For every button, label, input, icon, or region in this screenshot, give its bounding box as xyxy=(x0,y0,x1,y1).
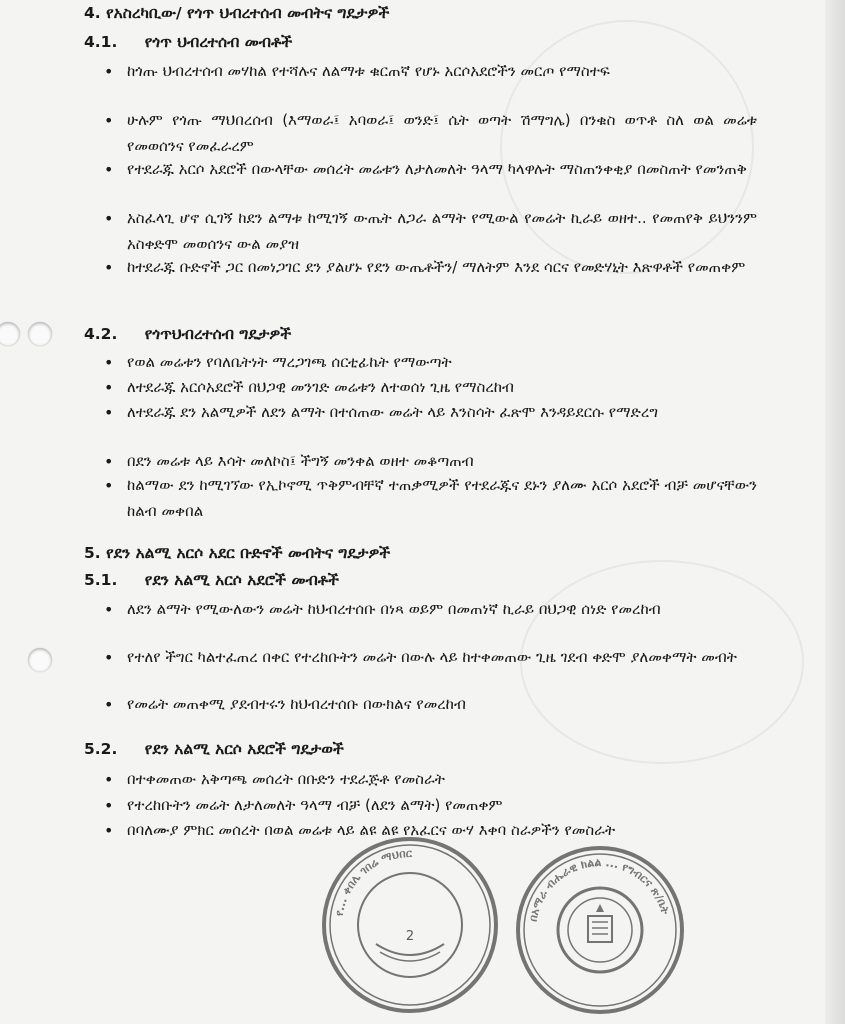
binder-hole-top-right xyxy=(28,322,52,346)
list-item: ለተደራጁ ደን አልሚዎች ለደን ልማት በተሰጠው መሬት ላይ እንስሳት ፈጽሞ እንዳይደርሱ የማድረግ xyxy=(127,403,659,421)
list-item: አስፈላጊ ሆኖ ሲገኝ ከደን ልማቱ ከሚገኝ ውጤት ለጋራ ልማት የሚውል የመሬት ኪራይ ወዘተ.. የመጠየቅ ይህንንም አስቀድሞ መወሰንና ውል መያዝ xyxy=(127,209,757,253)
binder-hole-lower xyxy=(28,648,52,672)
bullet-icon: • xyxy=(104,378,114,397)
list-item: የተረከቡትን መሬት ለታለመለት ዓላማ ብቻ (ለደን ልማት) የመጠቀም xyxy=(127,796,503,814)
seal-text: የ... ቀበሌ ገበሬ ማህበር xyxy=(332,846,413,917)
subsection-title: የጎጥህብረተሰብ ግዴታዎች xyxy=(144,325,292,343)
list-item: ከተደራጁ ቡድኖች ጋር በመነጋገር ደን ያልሆኑ የደን ውጤቶችን/ ማለትም እንደ ሳርና የመድሃኒት እጽዋቶች የመጠቀም xyxy=(127,258,746,276)
list-item: የወል መሬቱን የባለቤትነት ማረጋገጫ ሰርቲፊኬት የማውጣት xyxy=(127,353,452,371)
bullet-icon: • xyxy=(104,648,114,667)
bullet-icon: • xyxy=(104,403,114,422)
list-item: በባለሙያ ምክር መሰረት በወል መሬቱ ላይ ልዩ ልዩ የአፈርና ውሃ እቀባ ስራዎችን የመስራት xyxy=(127,821,616,839)
list-item: ሁሉም የጎጡ ማህበረሰብ (እማወራ፤ አባወራ፤ ወንድ፤ ሴት ወጣት ሽማግሌ) በንቁስ ወጥቶ ስለ ወል መሬቱ የመወሰንና የመፈራረም xyxy=(127,111,757,155)
bullet-icon: • xyxy=(104,160,114,179)
svg-text:የ... ቀበሌ ገበሬ ማህበር xyxy=(333,847,413,917)
subsection-heading xyxy=(84,325,291,344)
official-seal-right xyxy=(508,842,692,1018)
list-item: በደን መሬቱ ላይ እሳት መለኮስ፤ ችግኝ መንቀል ወዘተ መቆጣጠብ xyxy=(127,452,474,470)
section-heading: 5. የደን አልሚ አርሶ አደር ቡድኖች መብትና ግዴታዎች xyxy=(84,544,391,562)
subsection-heading xyxy=(84,571,339,590)
subsection-heading xyxy=(84,33,292,52)
bullet-icon: • xyxy=(104,695,114,714)
binder-hole-top-left xyxy=(0,322,20,346)
list-item: የመሬት መጠቀሚ ያደብተሩን ከህብረተሰቡ በውክልና የመረከብ xyxy=(127,695,466,713)
subsection-title: የጎጥ ህብረተሰብ መብቶች xyxy=(144,33,293,51)
bullet-icon: • xyxy=(104,258,114,277)
bullet-icon: • xyxy=(104,476,114,495)
subsection-title: የደን አልሚ አርሶ አደሮች ግዴታወች xyxy=(144,740,344,758)
official-seal-left xyxy=(318,832,502,1018)
list-item: ለተደራጁ አርሶአደሮች በህጋዊ መንገድ መሬቱን ለተወሰነ ጊዜ የማስረከብ xyxy=(127,378,514,396)
page-edge xyxy=(825,0,845,1024)
subsection-number: 5.2. xyxy=(84,740,118,758)
subsection-number: 4.2. xyxy=(84,325,118,343)
bullet-icon: • xyxy=(104,770,114,789)
bullet-icon: • xyxy=(104,821,114,840)
list-item: የተደራጁ አርሶ አደሮች በውላቸው መሰረት መሬቱን ለታለመለት ዓላማ ካላዋሉት ማስጠንቀቂያ በመስጠት የመንጠቅ xyxy=(127,160,747,178)
bullet-icon: • xyxy=(104,209,114,228)
subsection-heading xyxy=(84,740,344,759)
bullet-icon: • xyxy=(104,62,114,81)
emblem-icon xyxy=(588,916,612,942)
bullet-icon: • xyxy=(104,452,114,471)
bullet-icon: • xyxy=(104,353,114,372)
list-item: ከልማው ደን ከሚገኘው የኢኮኖሚ ጥቅምብቸኛ ተጠቃሚዎች የተደራጁና ደኑን ያለሙ አርሶ አደሮች ብቻ መሆናቸውን ከልብ መቀበል xyxy=(127,476,757,520)
bullet-icon: • xyxy=(104,600,114,619)
bullet-icon: • xyxy=(104,111,114,130)
subsection-number: 4.1. xyxy=(84,33,118,51)
list-item: ለደን ልማት የሚውለውን መሬት ከህብረተሰቡ በነጻ ወይም በመጠነኛ ኪራይ በህጋዊ ሰነድ የመረከብ xyxy=(127,600,661,618)
list-item: በተቀመጠው አቅጣጫ መሰረት በቡድን ተደራጅቶ የመስራት xyxy=(127,770,445,788)
bullet-icon: • xyxy=(104,796,114,815)
section-heading: 4. የአስረካቢው/ የጎጥ ህብረተሰብ መብትና ግዴታዎች xyxy=(84,4,390,22)
list-item: ከጎጡ ህብረተሰብ መሃከል የተሻሉና ለልማቱ ቁርጠኛ የሆኑ አርሶአደሮችን መርጦ የማስተፍ xyxy=(127,62,610,80)
subsection-number: 5.1. xyxy=(84,571,118,589)
seal-text: በአማራ ብሔራዊ ክልል ... የግብርና ጽ/ቤት xyxy=(526,855,672,923)
subsection-title: የደን አልሚ አርሶ አደሮች መብቶች xyxy=(144,571,339,589)
list-item: የተለየ ችግር ካልተፈጠረ በቀር የተረከቡትን መሬት በውሉ ላይ ከተቀመጠው ጊዜ ገደብ ቀድሞ ያለመቀማት መብት xyxy=(127,648,737,666)
page-number: 2 xyxy=(405,929,415,944)
